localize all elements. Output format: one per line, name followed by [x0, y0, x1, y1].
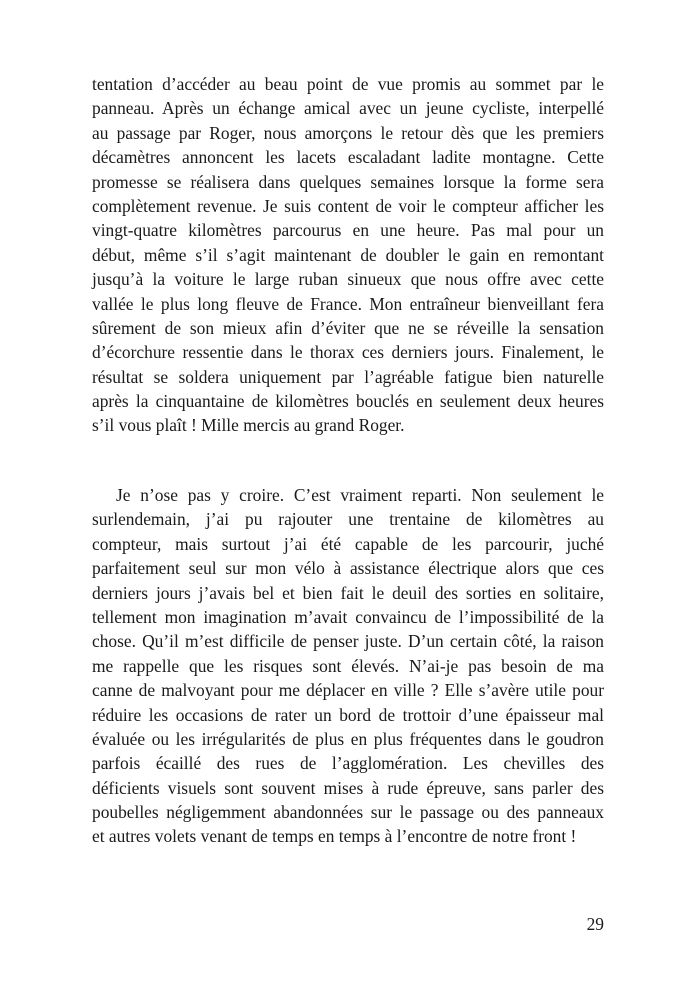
text-line: panneau. Après un échange amical avec un jeune cycliste, interpellé: [92, 98, 604, 119]
text-line: tentation d’accéder au beau point de vue promis au sommet par le: [92, 74, 604, 94]
paragraph-1: [92, 72, 604, 438]
text-line: évaluée ou les irrégularités de plus en plus fréquentes dans le goudron: [92, 728, 604, 749]
paragraph-2: [92, 483, 604, 849]
text-line: sûrement de son mieux afin d’éviter que ne se réveille la sensation: [92, 317, 604, 338]
text-line: chose. Qu’il m’est difficile de penser juste. D’un certain côté, la raison: [92, 631, 604, 652]
text-line: derniers jours j’avais bel et bien fait le deuil des sorties en solitaire,: [92, 582, 604, 603]
text-line: début, même s’il s’agit maintenant de doubler le gain en remontant: [92, 244, 604, 265]
text-line: résultat se soldera uniquement par l’agréable fatigue bien naturelle: [92, 366, 604, 387]
text-line: compteur, mais surtout j’ai été capable de les parcourir, juché: [92, 533, 604, 554]
text-line: d’écorchure ressentie dans le thorax ces derniers jours. Finalement, le: [92, 342, 604, 363]
text-line: vallée le plus long fleuve de France. Mon entraîneur bienveillant fera: [92, 293, 604, 314]
text-line: poubelles négligemment abandonnées sur le passage ou des panneaux: [92, 802, 604, 823]
text-line: jusqu’à la voiture le large ruban sinueux que nous offre avec cette: [92, 269, 604, 290]
text-line: réduire les occasions de rater un bord de trottoir d’une épaisseur mal: [92, 704, 604, 725]
text-line: me rappelle que les risques sont élevés. N’ai-je pas besoin de ma: [92, 655, 604, 676]
text-line: parfaitement seul sur mon vélo à assistance électrique alors que ces: [92, 558, 604, 579]
text-line: vingt-quatre kilomètres parcourus en une heure. Pas mal pour un: [92, 220, 604, 241]
text-line: décamètres annoncent les lacets escaladant ladite montagne. Cette: [92, 147, 604, 168]
text-line: s’il vous plaît ! Mille mercis au grand Roger.: [92, 415, 405, 436]
text-line: tellement mon imagination m’avait convaincu de l’impossibilité de la: [92, 606, 604, 627]
text-line: canne de malvoyant pour me déplacer en ville ? Elle s’avère utile pour: [92, 680, 604, 701]
text-line: au passage par Roger, nous amorçons le retour dès que les premiers: [92, 122, 604, 143]
text-line: et autres volets venant de temps en temps à l’encontre de notre front !: [92, 826, 577, 847]
text-line: promesse se réalisera dans quelques semaines lorsque la forme sera: [92, 171, 604, 192]
text-line: surlendemain, j’ai pu rajouter une trentaine de kilomètres au: [92, 509, 604, 530]
text-line: complètement revenue. Je suis content de voir le compteur afficher les: [92, 195, 604, 216]
text-line: Je n’ose pas y croire. C’est vraiment reparti. Non seulement le: [116, 485, 604, 505]
text-line: parfois écaillé des rues de l’agglomération. Les chevilles des: [92, 753, 604, 774]
page-number: 29: [586, 914, 604, 934]
text-line: après la cinquantaine de kilomètres bouclés en seulement deux heures: [92, 391, 604, 412]
text-line: déficients visuels sont souvent mises à rude épreuve, sans parler des: [92, 777, 604, 798]
